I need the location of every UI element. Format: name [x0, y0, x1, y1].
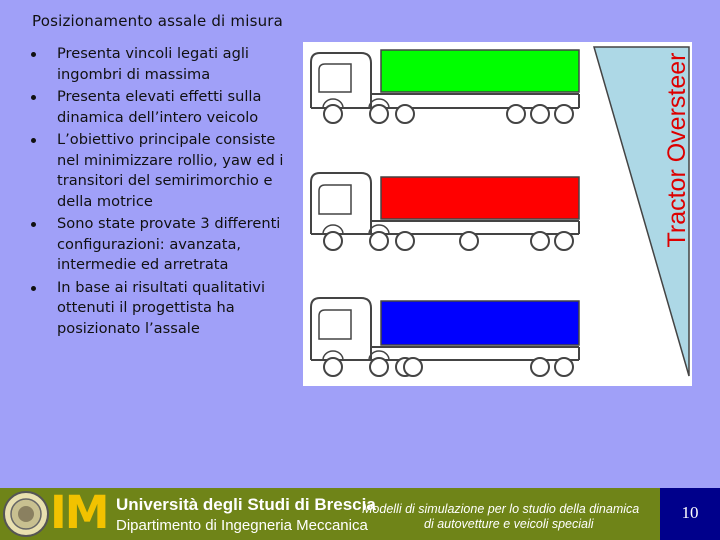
bullet-item	[26, 214, 296, 276]
course-title-line1: Modelli di simulazione per lo studio della dinamica	[362, 502, 640, 516]
wheel	[396, 105, 414, 123]
bullet-item	[26, 278, 296, 340]
bullet-text: In base ai risultati qualitativi ottenuti il progettista ha posizionato l’assale	[57, 278, 265, 337]
wheel	[460, 232, 478, 250]
cab-window	[319, 310, 351, 339]
tractor-cab	[311, 173, 371, 234]
cab-window	[319, 185, 351, 214]
bullet-list	[26, 44, 296, 341]
im-logo: IM	[50, 486, 108, 539]
wheel	[404, 358, 422, 376]
trailer-body	[381, 50, 579, 92]
tractor-cab	[311, 298, 371, 360]
bullet-item	[26, 87, 296, 128]
bullet-dot-icon	[31, 222, 36, 227]
bullet-dot-icon	[31, 286, 36, 291]
wheel	[396, 232, 414, 250]
page-number: 10	[681, 503, 699, 522]
wheel	[531, 358, 549, 376]
truck-middle-axle	[311, 173, 579, 250]
course-title-line2: di autovetture e veicoli speciali	[424, 517, 594, 531]
trailer-body	[381, 301, 579, 345]
wheel	[507, 105, 525, 123]
bullet-text: L’obiettivo principale consiste nel minimizzare rollio, yaw ed i transitori del semirimorchio e della motrice	[57, 131, 284, 210]
wheel	[324, 232, 342, 250]
wheel	[555, 232, 573, 250]
bullet-dot-icon	[31, 52, 36, 57]
truck-rear-axle	[311, 298, 579, 376]
bullet-text: Presenta vincoli legati agli ingombri di massima	[57, 45, 249, 83]
trailer-body	[381, 177, 579, 219]
bullet-item	[26, 130, 296, 212]
truck-configurations-figure	[303, 42, 692, 386]
department-name: Dipartimento di Ingegneria Meccanica	[116, 517, 368, 534]
bullet-dot-icon	[31, 138, 36, 143]
wheel	[370, 105, 388, 123]
bullet-text: Presenta elevati effetti sulla dinamica dell’intero veicolo	[57, 88, 262, 126]
wheel	[531, 105, 549, 123]
wheel	[555, 358, 573, 376]
slide-title: Posizionamento assale di misura	[32, 12, 284, 30]
page-number-box	[660, 488, 720, 540]
wheel	[370, 358, 388, 376]
university-name: Università degli Studi di Brescia	[116, 495, 376, 514]
wheel	[324, 358, 342, 376]
wheel	[531, 232, 549, 250]
cab-window	[319, 64, 351, 92]
wheel	[324, 105, 342, 123]
university-seal-icon	[2, 490, 50, 538]
truck-forward-axle	[311, 50, 579, 123]
tractor-cab	[311, 53, 371, 108]
bullet-dot-icon	[31, 95, 36, 100]
wedge-label: Tractor Oversteer	[663, 52, 691, 248]
wheel	[370, 232, 388, 250]
wheel	[555, 105, 573, 123]
bullet-item	[26, 44, 296, 85]
bullet-text: Sono state provate 3 differenti configurazioni: avanzata, intermedie ed arretrata	[57, 215, 281, 273]
